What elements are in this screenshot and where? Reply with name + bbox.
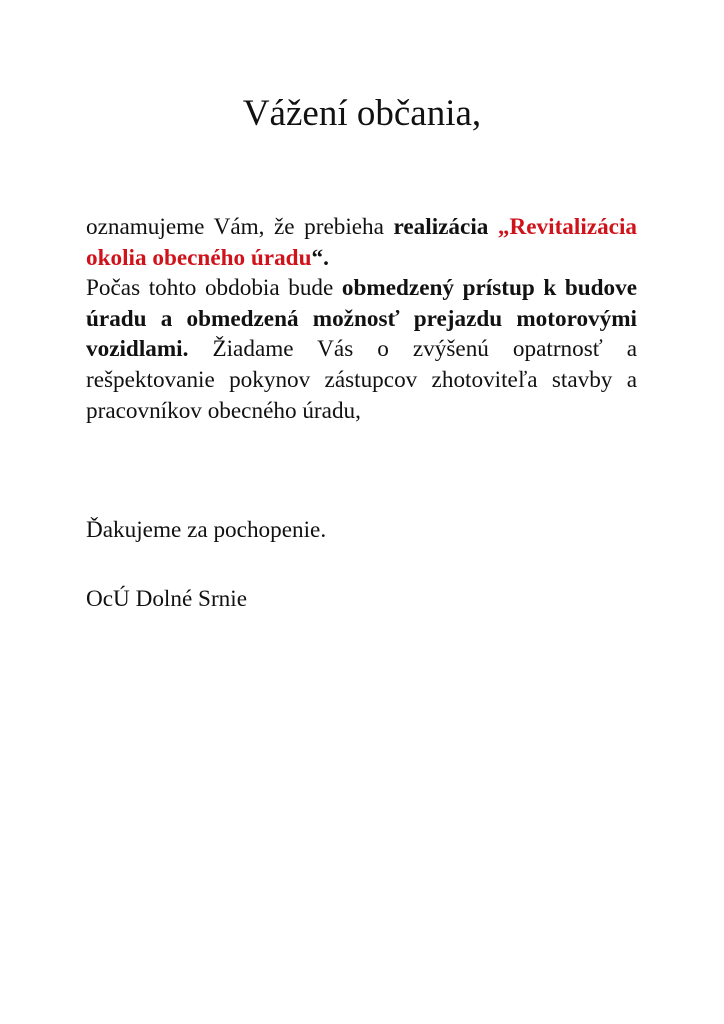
intro-bold-text: realizácia <box>393 214 489 240</box>
project-quote-open: „ <box>497 214 510 240</box>
request-text: Žiadame Vás o zvýšenú opatrnosť a rešpektovanie pokynov zástupcov zhotoviteľa stavby a pracovníkov obecného úradu, <box>86 336 637 424</box>
announcement-paragraph <box>86 212 637 426</box>
during-text: Počas tohto obdobia bude <box>86 275 342 302</box>
project-period: . <box>323 244 329 271</box>
project-quote-close: “ <box>311 244 324 271</box>
thanks-line: Ďakujeme za pochopenie. <box>86 517 327 543</box>
restriction-text: obmedzený prístup k budove úradu a obmedzená možnosť prejazdu motorovými vozidlami. <box>86 275 637 363</box>
greeting-heading: Vážení občania, <box>242 93 482 134</box>
project-name: Revitalizácia okolia obecného úradu <box>86 214 637 271</box>
signature-line: OcÚ Dolné Srnie <box>86 586 247 612</box>
intro-text: oznamujeme Vám, že prebieha <box>86 214 394 240</box>
